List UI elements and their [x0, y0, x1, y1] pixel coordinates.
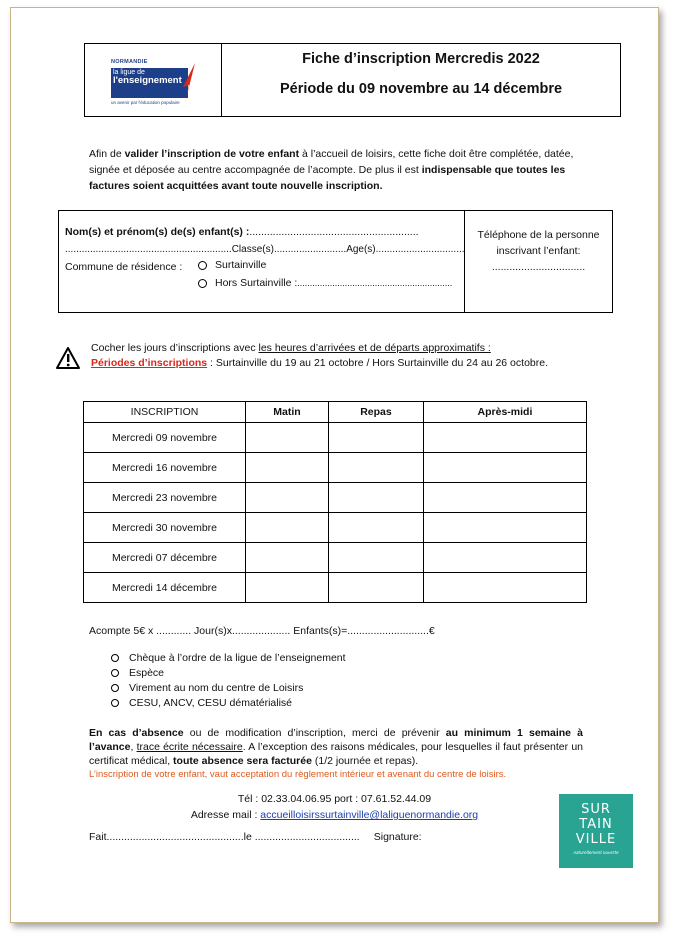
matin-cell[interactable]: [246, 483, 329, 513]
logo2-line1: SUR: [581, 802, 611, 817]
logo-line2: l'enseignement: [113, 75, 182, 86]
absence-underlined: trace écrite nécessaire: [136, 741, 243, 753]
row-date: Mercredi 30 novembre: [84, 513, 246, 543]
period-title: Période du 09 novembre au 14 décembre: [279, 81, 563, 97]
acompte-line[interactable]: Acompte 5€ x ............ Jour(s)x.................... Enfants(s)=............................€: [89, 625, 435, 637]
absence-bold-3: toute absence sera facturée: [173, 755, 312, 767]
absence-text-1: ou de modification d’inscription, merci de prévenir: [183, 727, 446, 739]
option-surtainville[interactable]: [198, 259, 266, 271]
phone-label-2: inscrivant l’enfant:: [496, 245, 581, 257]
class-label: Classe(s): [231, 244, 274, 255]
payment-label: Espèce: [129, 667, 165, 679]
payment-label: CESU, ANCV, CESU dématérialisé: [129, 697, 293, 709]
payment-label: Chèque à l’ordre de la ligue de l’enseignement: [129, 652, 346, 664]
apres-midi-cell[interactable]: [423, 453, 586, 483]
intro-text-1: Afin de: [89, 148, 125, 160]
absence-bold-1: En cas d’absence: [89, 727, 184, 739]
matin-cell[interactable]: [246, 543, 329, 573]
bullet-icon: [111, 669, 119, 677]
signature-line: [89, 831, 422, 843]
repas-cell[interactable]: [328, 543, 423, 573]
periods-label: Périodes d’inscriptions: [91, 357, 208, 369]
warning-underlined: les heures d’arrivées et de départs approximatifs :: [258, 342, 491, 354]
class-field[interactable]: ..........................: [273, 244, 347, 255]
table-row: [84, 483, 587, 513]
name-field-2[interactable]: ............................................................: [65, 244, 232, 255]
ligue-logo: [111, 59, 193, 109]
age-field[interactable]: ................................: [375, 244, 465, 255]
name-line: [65, 226, 419, 238]
absence-paragraph: [89, 726, 583, 782]
absence-bold-2: au minimum 1 semaine à l’avance: [89, 727, 583, 753]
apres-midi-cell[interactable]: [423, 423, 586, 453]
signature-label: Signature:: [373, 831, 422, 843]
warning-line-1: [91, 341, 548, 356]
schedule-table: [83, 401, 587, 603]
apres-midi-cell[interactable]: [423, 573, 586, 603]
row-date: Mercredi 14 décembre: [84, 573, 246, 603]
header-box: [84, 43, 621, 117]
payment-label: Virement au nom du centre de Loisirs: [129, 682, 304, 694]
option-hors-label: Hors Surtainville :: [215, 277, 298, 289]
row-date: Mercredi 07 décembre: [84, 543, 246, 573]
intro-bold-1: valider l’inscription de votre enfant: [124, 148, 300, 160]
phone-field[interactable]: ................................: [491, 261, 586, 273]
contact-phone: Tél : 02.33.04.06.95 port : 07.61.52.44.09: [237, 793, 432, 805]
mail-link[interactable]: accueilloisirssurtainville@laliguenormandie.org: [260, 809, 479, 821]
phone-label-1: Téléphone de la personne: [477, 229, 600, 241]
row-date: Mercredi 16 novembre: [84, 453, 246, 483]
absence-text-4: (1/2 journée et repas).: [311, 755, 419, 767]
class-age-line: [65, 244, 465, 255]
row-date: Mercredi 23 novembre: [84, 483, 246, 513]
row-date: Mercredi 09 novembre: [84, 423, 246, 453]
child-info-box: [58, 210, 613, 313]
matin-cell[interactable]: [246, 453, 329, 483]
apres-midi-cell[interactable]: [423, 483, 586, 513]
logo-tagline: un avenir par l'éducation populaire: [111, 100, 180, 105]
periods-text: : Surtainville du 19 au 21 octobre / Hors Surtainville du 24 au 26 octobre.: [207, 357, 548, 369]
matin-cell[interactable]: [246, 513, 329, 543]
warning-text-a: Cocher les jours d’inscriptions avec: [91, 342, 259, 354]
bullet-icon: [111, 684, 119, 692]
intro-paragraph: [89, 146, 593, 194]
repas-cell[interactable]: [328, 453, 423, 483]
apres-midi-cell[interactable]: [423, 513, 586, 543]
hors-field[interactable]: ..............................................................: [297, 278, 453, 288]
document-page: [10, 7, 659, 923]
red-arrow-icon: [183, 63, 197, 103]
intro-bold-2: indispensable que toutes les factures soient acquittées avant toute nouvelle inscription.: [89, 164, 566, 192]
logo2-line3: VILLE: [575, 832, 617, 847]
warning-icon: [55, 346, 81, 370]
apres-midi-cell[interactable]: [423, 543, 586, 573]
option-hors-surtainville[interactable]: [198, 277, 452, 289]
header-apres-midi: Après-midi: [423, 402, 586, 423]
table-row: [84, 423, 587, 453]
payment-option[interactable]: [111, 696, 346, 711]
radio-hors-surtainville[interactable]: [198, 279, 207, 288]
repas-cell[interactable]: [328, 573, 423, 603]
logo-region: NORMANDIE: [111, 59, 148, 65]
payment-list: [111, 651, 346, 711]
header-matin: Matin: [246, 402, 329, 423]
age-label: Age(s): [346, 244, 376, 255]
commune-label: Commune de résidence :: [65, 261, 183, 273]
repas-cell[interactable]: [328, 513, 423, 543]
name-label: Nom(s) et prénom(s) de(s) enfant(s) :: [65, 226, 250, 238]
option-surtainville-label: Surtainville: [215, 259, 267, 271]
logo-line1: la ligue de: [113, 69, 145, 76]
phone-cell: [465, 211, 612, 312]
warning-line-2: [91, 356, 548, 371]
logo-block: [111, 68, 188, 98]
matin-cell[interactable]: [246, 573, 329, 603]
payment-option[interactable]: [111, 666, 346, 681]
logo2-line2: TAIN: [579, 817, 613, 832]
table-row: [84, 453, 587, 483]
repas-cell[interactable]: [328, 423, 423, 453]
payment-option[interactable]: [111, 681, 346, 696]
bullet-icon: [111, 699, 119, 707]
child-info-left: [59, 211, 465, 312]
form-title: Fiche d’inscription Mercredis 2022: [302, 51, 540, 67]
surtainville-logo: [559, 794, 633, 868]
title-cell: [222, 44, 620, 116]
name-field[interactable]: ..........................................................: [249, 226, 419, 238]
mail-label: Adresse mail :: [190, 809, 261, 821]
payment-option[interactable]: [111, 651, 346, 666]
intro-text-2: à l’accueil de loisirs, cette fiche doit être complétée, datée, signée et déposée au centre accompagnée de l’acompte. De plus il est: [89, 148, 574, 176]
logo-cell: [85, 44, 222, 116]
matin-cell[interactable]: [246, 423, 329, 453]
warning-text: [91, 341, 548, 371]
schedule-header-row: [84, 402, 587, 423]
absence-text-2: ,: [130, 741, 137, 753]
absence-text-3: . A l’exception des raisons médicales, pour lesquelles il faut présenter un certificat médical,: [89, 741, 584, 767]
rules-notice: L’inscription de votre enfant, vaut acceptation du règlement intérieur et avenant du centre de loisirs.: [89, 769, 507, 780]
logo2-tagline: naturellement ouverte: [573, 850, 619, 855]
header-repas: Repas: [328, 402, 423, 423]
table-row: [84, 573, 587, 603]
table-row: [84, 513, 587, 543]
repas-cell[interactable]: [328, 483, 423, 513]
bullet-icon: [111, 654, 119, 662]
header-inscription: INSCRIPTION: [84, 402, 246, 423]
radio-surtainville[interactable]: [198, 261, 207, 270]
fait-field[interactable]: Fait...............................................le ....................................: [89, 831, 360, 843]
table-row: [84, 543, 587, 573]
